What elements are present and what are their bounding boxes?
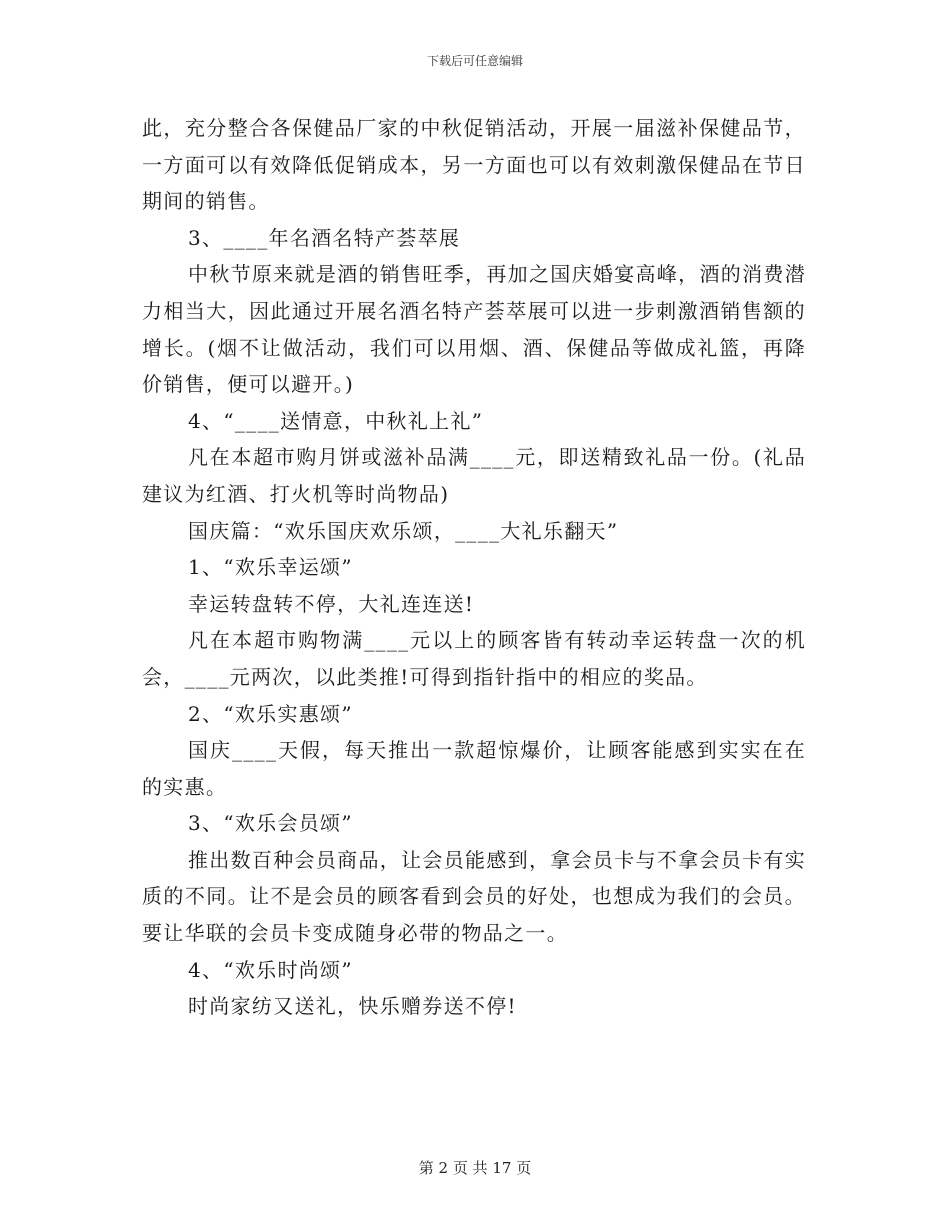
paragraph: 幸运转盘转不停，大礼连连送! [188,591,475,616]
paragraph: 中秋节原来就是酒的销售旺季，再加之国庆婚宴高峰，酒的消费潜力相当大，因此通过开展名酒名特产荟萃展可以进一步刺激酒销售额的增长。(烟不让做活动，我们可以用烟、酒、保健品等做成礼篮，再降价销售，便可以避开。) [142,262,806,397]
section-heading: 3、“欢乐会员颂” [188,811,353,836]
section-heading: 4、“____送情意，中秋礼上礼” [188,408,484,433]
section-heading: 3、____年名酒名特产荟萃展 [188,225,461,250]
paragraph: 此，充分整合各保健品厂家的中秋促销活动，开展一届滋补保健品节，一方面可以有效降低促销成本，另一方面也可以有效刺激保健品在节日期间的销售。 [142,116,806,214]
page-header: 下载后可任意编辑 [426,54,523,68]
section-heading: 1、“欢乐幸运颂” [188,555,353,580]
paragraph: 时尚家纺又送礼，快乐赠券送不停! [188,994,517,1019]
section-heading: 2、“欢乐实惠颂” [188,701,353,726]
paragraph: 推出数百种会员商品，让会员能感到，拿会员卡与不拿会员卡有实质的不同。让不是会员的顾客看到会员的好处，也想成为我们的会员。要让华联的会员卡变成随身必带的物品之一。 [142,847,806,946]
document-body [142,110,806,1025]
paragraph: 国庆____天假，每天推出一款超惊爆价，让顾客能感到实实在在的实惠。 [142,738,806,799]
page-number: 第 2 页 共 17 页 [418,1159,532,1177]
section-heading: 4、“欢乐时尚颂” [188,957,353,982]
paragraph: 凡在本超市购物满____元以上的顾客皆有转动幸运转盘一次的机会，____元两次，以此类推!可得到指针指中的相应的奖品。 [142,628,806,689]
section-heading: 国庆篇：“欢乐国庆欢乐颂，____大礼乐翻天” [188,518,619,543]
paragraph: 凡在本超市购月饼或滋补品满____元，即送精致礼品一份。(礼品建议为红酒、打火机等时尚物品) [142,445,806,506]
